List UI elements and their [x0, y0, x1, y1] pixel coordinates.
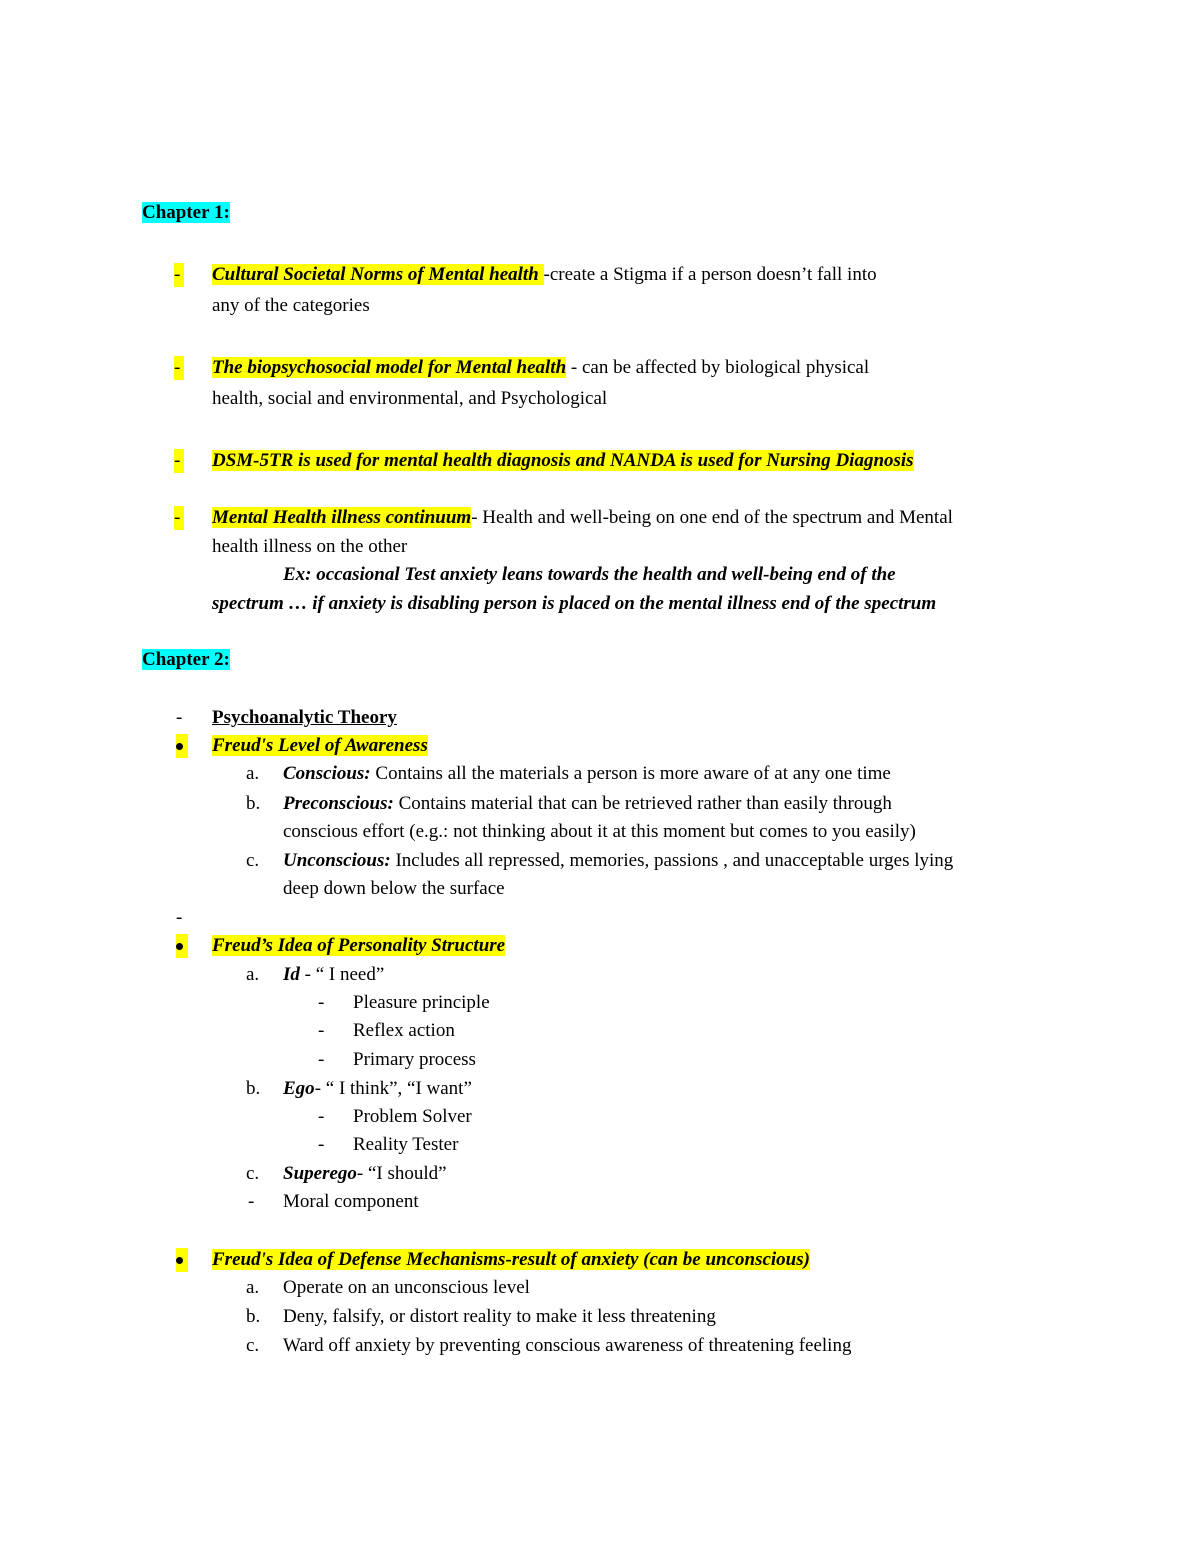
letter-marker: b.	[246, 1078, 261, 1099]
sub-sub-item: Pleasure principle	[353, 992, 490, 1013]
example-line: spectrum … if anxiety is disabling person is placed on the mental illness end of the spectrum	[212, 593, 937, 614]
bullet-marker	[176, 934, 188, 958]
bullet-icon	[176, 943, 183, 950]
bullet-heading: Freud's Level of Awareness	[212, 735, 428, 756]
bullet-icon	[176, 1257, 183, 1264]
bullet-icon	[176, 743, 183, 750]
list-item: Cultural Societal Norms of Mental health -create a Stigma if a person doesn’t fall into	[212, 264, 877, 285]
dash-marker: -	[176, 707, 183, 728]
sub-sub-item: Reflex action	[353, 1020, 455, 1041]
sub-item-continuation: conscious effort (e.g.: not thinking about it at this moment but comes to you easily)	[283, 821, 916, 842]
sub-item: Id - “ I need”	[283, 964, 385, 985]
sub-item: Ego- “ I think”, “I want”	[283, 1078, 472, 1099]
chapter-2-heading: Chapter 2:	[142, 649, 230, 670]
sub-sub-item: Reality Tester	[353, 1134, 459, 1155]
sub-item: Unconscious: Includes all repressed, memories, passions , and unacceptable urges lying	[283, 850, 954, 871]
dash-marker: -	[318, 1049, 325, 1070]
list-item: Mental Health illness continuum- Health and well-being on one end of the spectrum and Mental	[212, 507, 953, 528]
dash-marker: -	[174, 356, 184, 380]
chapter-1-heading: Chapter 1:	[142, 202, 230, 223]
letter-marker: a.	[246, 964, 260, 985]
letter-marker: b.	[246, 793, 261, 814]
sub-item: Deny, falsify, or distort reality to make it less threatening	[283, 1306, 716, 1327]
letter-marker: a.	[246, 763, 260, 784]
sub-item-continuation: deep down below the surface	[283, 878, 505, 899]
example-line: Ex: occasional Test anxiety leans towards the health and well-being end of the	[283, 564, 896, 585]
sub-item: Ward off anxiety by preventing conscious awareness of threatening feeling	[283, 1335, 852, 1356]
letter-marker: a.	[246, 1277, 260, 1298]
dash-marker: -	[318, 1020, 325, 1041]
sub-item: Conscious: Contains all the materials a person is more aware of at any one time	[283, 763, 891, 784]
sub-item: Preconscious: Contains material that can be retrieved rather than easily through	[283, 793, 892, 814]
sub-sub-item: Primary process	[353, 1049, 476, 1070]
bullet-marker	[176, 734, 188, 758]
letter-marker: c.	[246, 1335, 260, 1356]
list-item-continuation: any of the categories	[212, 295, 370, 316]
list-item-continuation: health, social and environmental, and Psychological	[212, 388, 608, 409]
dash-marker: -	[174, 449, 184, 473]
bullet-marker	[176, 1248, 188, 1272]
list-item-continuation: health illness on the other	[212, 536, 408, 557]
letter-marker: b.	[246, 1306, 261, 1327]
dash-marker: -	[174, 263, 184, 287]
dash-marker: -	[174, 506, 184, 530]
dash-marker: -	[318, 1134, 325, 1155]
dash-marker: -	[176, 907, 183, 928]
dash-marker: -	[318, 992, 325, 1013]
bullet-heading: Freud's Idea of Defense Mechanisms-result of anxiety (can be unconscious)	[212, 1249, 810, 1270]
bullet-heading: Freud’s Idea of Personality Structure	[212, 935, 506, 956]
sub-item: Operate on an unconscious level	[283, 1277, 530, 1298]
list-item: The biopsychosocial model for Mental health - can be affected by biological physical	[212, 357, 870, 378]
dash-marker: -	[318, 1106, 325, 1127]
sub-item: Superego- “I should”	[283, 1163, 447, 1184]
section-title: Psychoanalytic Theory	[212, 707, 397, 728]
list-item: DSM-5TR is used for mental health diagnosis and NANDA is used for Nursing Diagnosis	[212, 450, 914, 471]
sub-item: Moral component	[283, 1191, 419, 1212]
letter-marker: c.	[246, 1163, 260, 1184]
letter-marker: c.	[246, 850, 260, 871]
dash-marker: -	[248, 1191, 255, 1212]
sub-sub-item: Problem Solver	[353, 1106, 472, 1127]
